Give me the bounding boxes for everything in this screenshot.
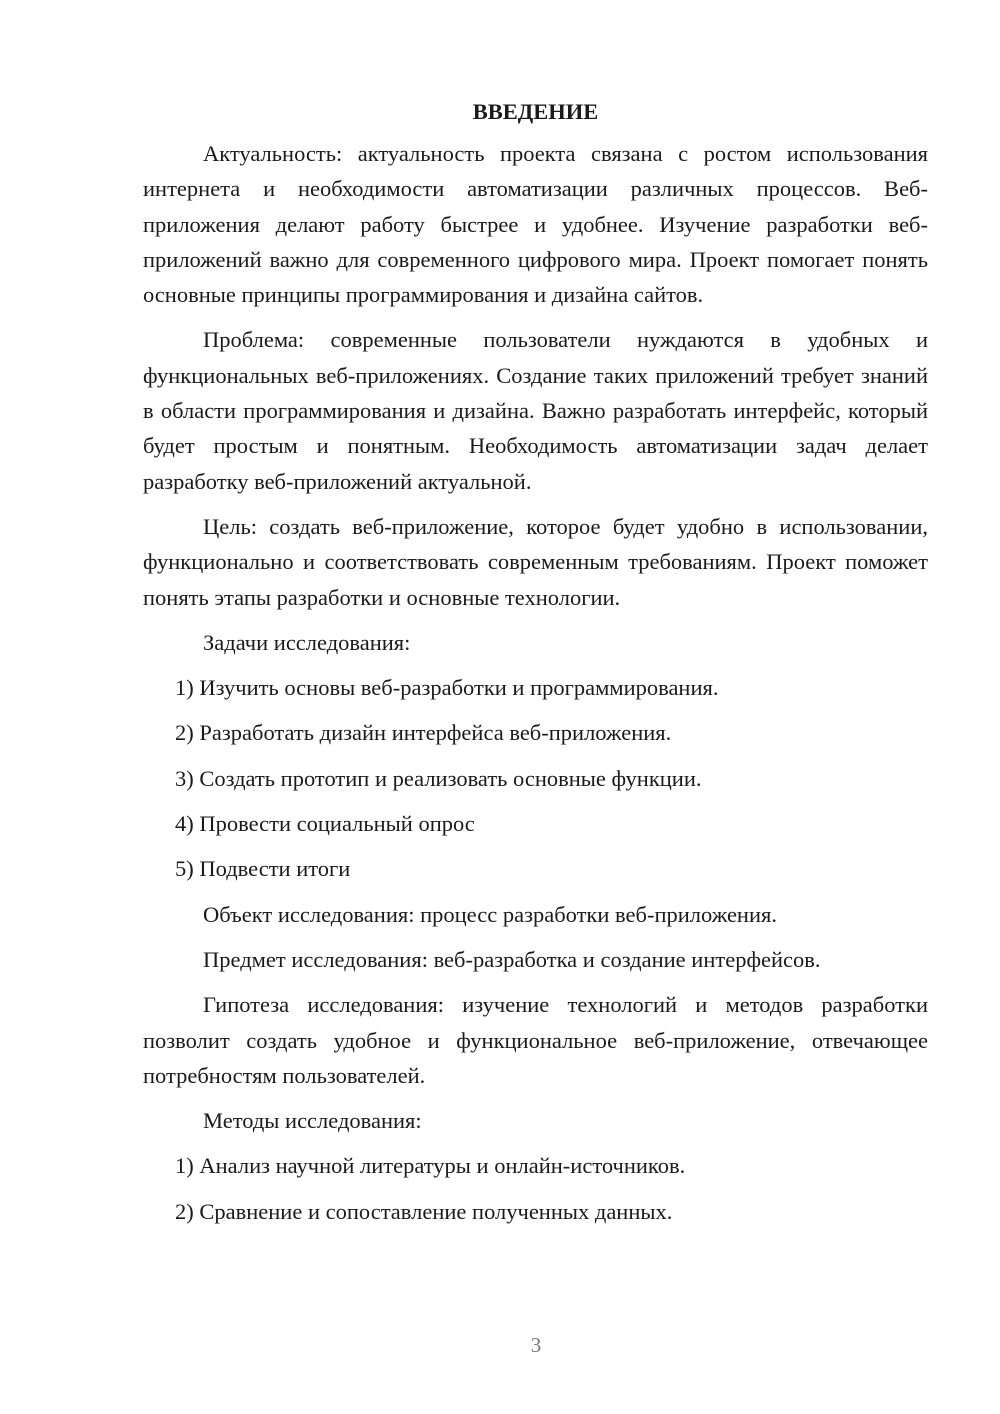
method-item: 2) Сравнение и сопоставление полученных данных. (175, 1198, 673, 1224)
research-object: Объект исследования: процесс разработки веб-приложения. (203, 901, 777, 927)
tasks-list (143, 670, 928, 886)
problem-paragraph: Проблема: современные пользователи нуждаются в удобных и функциональных веб-приложениях. Создание таких приложений требует знаний в области программирования и дизайна. Важно разработать интерфейс, который будет простым и понятным. Необходимость автоматизации задач делает разработку веб-приложений актуальной. (143, 327, 928, 494)
method-item: 1) Анализ научной литературы и онлайн-источников. (175, 1153, 686, 1179)
section-title: ВВЕДЕНИЕ (472, 99, 599, 124)
methods-heading: Методы исследования: (203, 1108, 422, 1134)
relevance-paragraph: Актуальность: актуальность проекта связана с ростом использования интернета и необходимости автоматизации различных процессов. Веб-приложения делают работу быстрее и удобнее. Изучение разработки веб-приложений важно для современного цифрового мира. Проект помогает понять основные принципы программирования и дизайна сайтов. (143, 141, 928, 308)
page-number: 3 (530, 1333, 542, 1357)
page-body (143, 96, 928, 1239)
goal-paragraph: Цель: создать веб-приложение, которое будет удобно в использовании, функционально и соответствовать современным требованиям. Проект поможет понять этапы разработки и основные технологии. (143, 513, 928, 610)
research-subject: Предмет исследования: веб-разработка и создание интерфейсов. (203, 946, 821, 972)
hypothesis-paragraph: Гипотеза исследования: изучение технологий и методов разработки позволит создать удобное и функциональное веб-приложение, отвечающее потребностям пользователей. (143, 992, 928, 1088)
task-item: 4) Провести социальный опрос (175, 811, 475, 837)
task-item: 5) Подвести итоги (175, 856, 351, 882)
task-item: 2) Разработать дизайн интерфейса веб-приложения. (175, 720, 672, 746)
task-item: 3) Создать прототип и реализовать основные функции. (175, 765, 702, 791)
tasks-heading: Задачи исследования: (203, 629, 411, 655)
methods-list (143, 1148, 928, 1229)
task-item: 1) Изучить основы веб-разработки и программирования. (175, 675, 719, 701)
